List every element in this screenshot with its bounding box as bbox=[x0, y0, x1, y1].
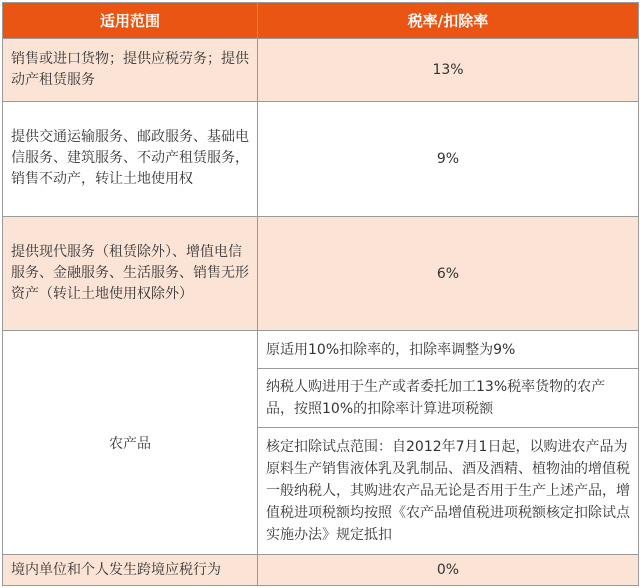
agri-note: 原适用10%扣除率的，扣除率调整为9% bbox=[258, 331, 639, 369]
scope-cell: 提供交通运输服务、邮政服务、基础电信服务、建筑服务、不动产租赁服务，销售不动产，转让土地使用权 bbox=[3, 102, 258, 217]
scope-cell: 境内单位和个人发生跨境应税行为 bbox=[3, 555, 258, 586]
table-row bbox=[3, 216, 639, 331]
rate-cell: 13% bbox=[258, 38, 639, 101]
agri-note: 核定扣除试点范围：自2012年7月1日起，以购进农产品为原料生产销售液体乳及乳制品、酒及酒精、植物油的增值税一般纳税人，其购进农产品无论是否用于生产上述产品，增值税进项税额均按照《农产品增值税进项税额核定扣除试点实施办法》规定抵扣 bbox=[258, 428, 639, 555]
rate-cell: 9% bbox=[258, 102, 639, 217]
header-scope: 适用范围 bbox=[3, 3, 258, 39]
scope-cell: 提供现代服务（租赁除外）、增值电信服务、金融服务、生活服务、销售无形资产（转让土地使用权除外） bbox=[3, 216, 258, 331]
agri-scope-cell: 农产品 bbox=[3, 331, 258, 555]
rate-cell: 6% bbox=[258, 216, 639, 331]
rate-cell: 0% bbox=[258, 555, 639, 586]
tax-rate-table bbox=[2, 2, 639, 586]
table-row bbox=[3, 331, 639, 369]
table-row bbox=[3, 555, 639, 586]
table-row bbox=[3, 102, 639, 217]
header-rate: 税率/扣除率 bbox=[258, 3, 639, 39]
scope-cell: 销售或进口货物；提供应税劳务；提供动产租赁服务 bbox=[3, 38, 258, 101]
agri-note: 纳税人购进用于生产或者委托加工13%税率货物的农产品，按照10%的扣除率计算进项税额 bbox=[258, 369, 639, 428]
table-header-row bbox=[3, 3, 639, 39]
table-row bbox=[3, 38, 639, 101]
